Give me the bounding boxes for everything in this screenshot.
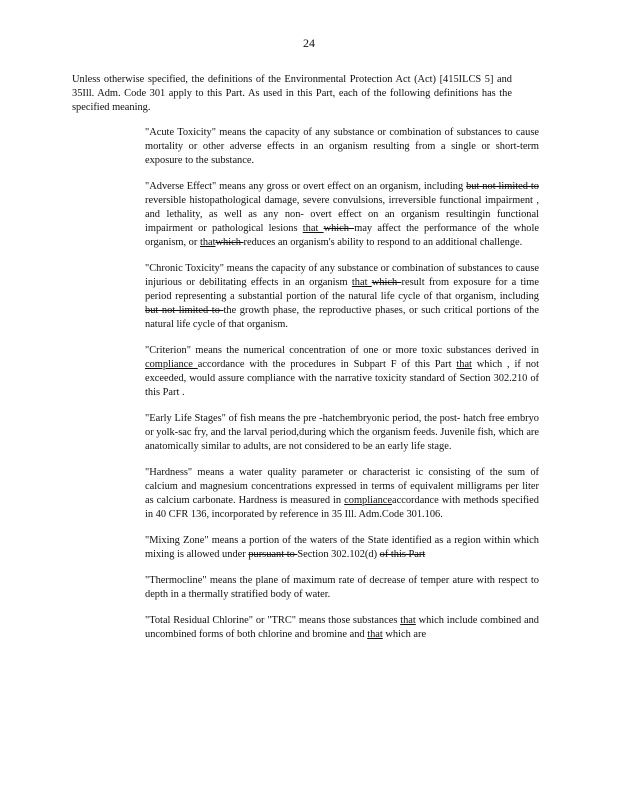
deleted-text: which	[371, 277, 402, 288]
inserted-text: that	[456, 359, 472, 370]
definition-text: accordance with the procedures in Subpart F of this Part	[197, 359, 457, 370]
definition-text: "Mixing Zone" means a portion of the waters of the State identified as a region within which mixing is allowed under	[145, 535, 539, 560]
definition-text: result from exposure for a time period representing a substantial portion of the natural life cycle of that organism, including	[145, 277, 539, 302]
definition-text: which are	[382, 629, 427, 640]
definition-paragraph	[145, 262, 539, 332]
definition-text: "Early Life Stages" of fish means the pre -hatchembryonic period, the post- hatch free embryo or yolk-sac fry, and the larval period,during which the organism feeds. Juvenile fish, which are anatomically similar to adults, are not considered to be an early life stage.	[145, 413, 539, 452]
deleted-text: but not limited to	[145, 305, 224, 316]
deleted-text: which	[323, 223, 355, 234]
definition-paragraph	[145, 466, 539, 522]
definition-text: accordance with methods specified in 40 CFR 136, incorporated by reference in 35 Ill. Adm.Code 301.106.	[145, 495, 539, 520]
inserted-text: that	[367, 629, 383, 640]
definition-paragraph	[145, 614, 539, 642]
definition-text: may affect the performance of the whole organism, or	[145, 223, 539, 248]
definition-text: "Criterion" means the numerical concentration of one or more toxic substances derived in	[145, 345, 539, 356]
definition-text: which , if not exceeded, would assure compliance with the narrative toxicity standard of Section 302.210 of this Part .	[145, 359, 539, 398]
inserted-text: compliance	[145, 359, 198, 370]
definitions-list	[145, 126, 539, 654]
definition-text: "Chronic Toxicity" means the capacity of any substance or combination of substances to cause injurious or debilitating effects in an organism	[145, 263, 539, 288]
inserted-text: that	[400, 615, 416, 626]
deleted-text: of this Part	[379, 549, 426, 560]
definition-paragraph	[145, 574, 539, 602]
page-number: 24	[303, 36, 315, 50]
definition-text: "Thermocline" means the plane of maximum rate of decrease of temper ature with respect to depth in a thermally stratified body of water.	[145, 575, 539, 600]
deleted-text: pursuant to	[248, 549, 298, 560]
inserted-text: that	[302, 223, 324, 234]
deleted-text: but not limited to	[466, 181, 539, 192]
definition-paragraph	[145, 412, 539, 454]
definition-text: "Total Residual Chlorine" or "TRC" means those substances	[145, 615, 401, 626]
inserted-text: that	[199, 237, 216, 248]
definition-text: "Hardness" means a water quality parameter or characterist ic consisting of the sum of calcium and magnesium concentrations expressed in terms of equivalent milligrams per liter as calcium carbonate. Hardness is measured in	[145, 467, 539, 506]
definition-paragraph	[145, 126, 539, 168]
definition-text: "Acute Toxicity" means the capacity of any substance or combination of substances to cause mortality or other adverse effects in an organism resulting from a single or short-term exposure to the substance.	[145, 127, 539, 166]
definition-text: reversible histopathological damage, severe convulsions, irreversible functional impairment , and lethality, as well as any non- overt effect on an organism resultingin functional impairment or pathological lesions	[145, 195, 539, 234]
definition-text: which include combined and uncombined forms of both chlorine and bromine and	[145, 615, 539, 640]
inserted-text: compliance	[344, 495, 393, 506]
definition-text: Section 302.102(d)	[297, 549, 380, 560]
definition-paragraph	[145, 180, 539, 250]
definition-paragraph	[145, 534, 539, 562]
definition-paragraph	[145, 344, 539, 400]
deleted-text: which	[215, 237, 244, 248]
definition-text: "Adverse Effect" means any gross or overt effect on an organism, including	[145, 181, 467, 192]
definition-text: the growth phase, the reproductive phases, or such critical portions of the natural life cycle of that organism.	[145, 305, 539, 330]
intro-paragraph: Unless otherwise specified, the definitions of the Environmental Protection Act (Act) [415ILCS 5] and 35Ill. Adm. Code 301 apply to this Part. As used in this Part, each of the following definitions has the specified meaning.	[72, 74, 512, 113]
inserted-text: that	[351, 277, 372, 288]
definition-text: reduces an organism's ability to respond to an additional challenge.	[243, 237, 523, 248]
